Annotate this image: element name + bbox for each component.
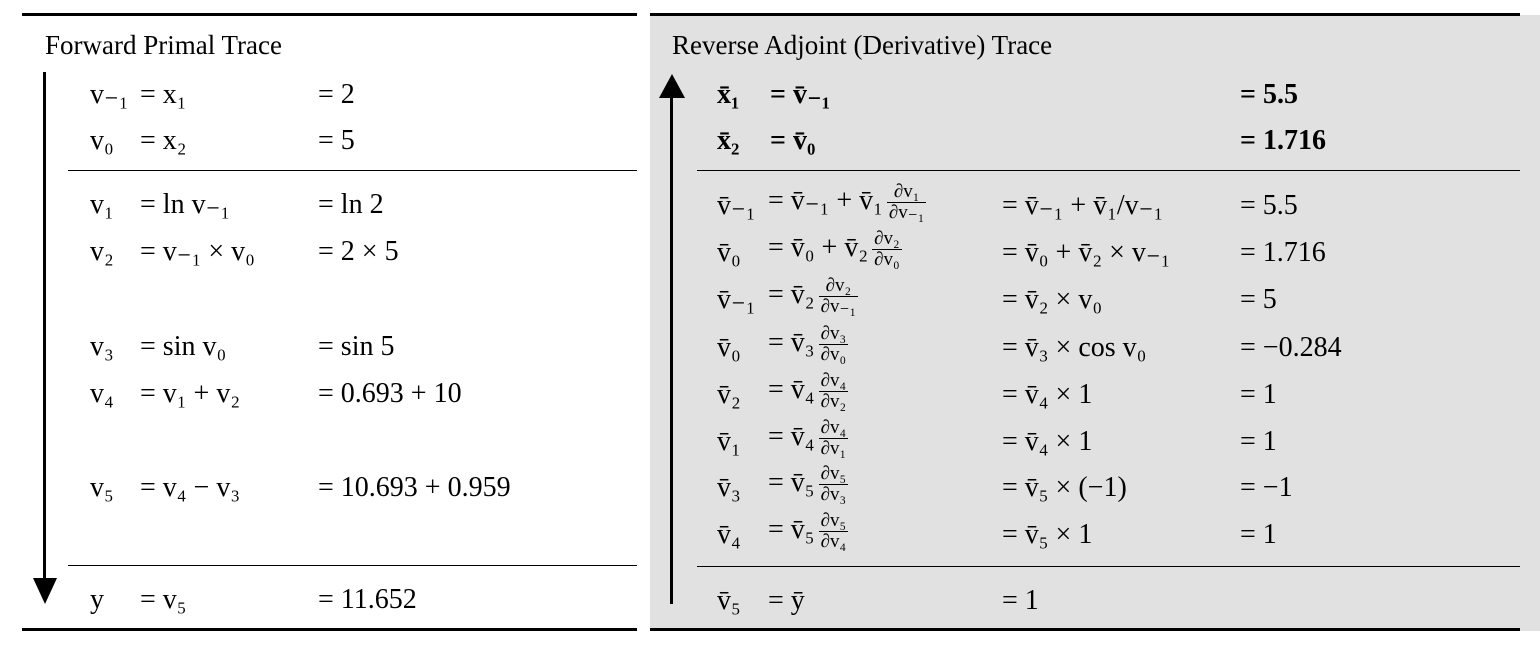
rev-row-lhs: v̄₄ — [717, 519, 741, 550]
forward-primal-trace-panel — [0, 0, 640, 650]
rev-row-rhs1: = v̄₀ — [770, 125, 816, 156]
rev-row-rhs1-text: = v̄₂ — [768, 278, 815, 310]
rev-row-rhs1 — [768, 418, 848, 459]
rev-row-rhs3: = 5.5 — [1240, 79, 1298, 110]
forward-title: Forward Primal Trace — [45, 30, 282, 60]
frac-den: ∂v₋₁ — [888, 202, 925, 223]
rev-row-rhs1 — [768, 324, 848, 365]
partial-fraction — [819, 371, 849, 412]
rev-row-rhs2: = v̄₄ × 1 — [1002, 379, 1093, 410]
rev-row-lhs: x̄₁ — [717, 79, 740, 110]
fwd-row-rhs1: = sin v₀ — [140, 331, 227, 362]
fwd-row-rhs2: = 2 × 5 — [318, 236, 399, 267]
rev-row-lhs: x̄₂ — [717, 125, 740, 156]
bottom-rule — [22, 628, 637, 631]
rev-row-lhs: v̄₋₁ — [717, 284, 756, 315]
partial-fraction — [872, 229, 902, 270]
frac-num: ∂v₅ — [820, 510, 847, 531]
rev-row-rhs1 — [768, 182, 926, 223]
fwd-row-rhs1: = x₁ — [140, 79, 187, 110]
fwd-row-rhs2: = ln 2 — [318, 189, 384, 220]
rev-row-lhs: v̄₀ — [717, 332, 741, 363]
rev-row-lhs: v̄₃ — [717, 472, 741, 503]
rev-row-rhs1-text: = v̄₃ — [768, 326, 815, 358]
frac-num: ∂v₃ — [820, 323, 847, 344]
rev-row-rhs3: = 1 — [1240, 519, 1277, 550]
bottom-rule — [650, 628, 1520, 631]
rev-row-rhs3: = 1.716 — [1240, 125, 1326, 156]
frac-den: ∂v₃ — [820, 484, 847, 505]
fwd-row-lhs: v₄ — [90, 378, 114, 409]
rev-row-rhs2: = v̄₋₁ + v̄₁/v₋₁ — [1002, 190, 1164, 221]
top-rule — [650, 13, 1520, 16]
partial-fraction — [819, 464, 849, 505]
rev-row-rhs1-text: = v̄₀ + v̄₂ — [768, 231, 869, 263]
fwd-row-lhs: v₁ — [90, 189, 114, 220]
rev-row-rhs1: = ȳ — [768, 585, 805, 616]
frac-num: ∂v₄ — [820, 417, 847, 438]
down-arrow-icon — [33, 578, 57, 606]
rev-row-rhs3: = 1.716 — [1240, 237, 1326, 268]
rev-row-lhs: v̄₁ — [717, 426, 741, 457]
fwd-row-rhs1: = v₁ + v₂ — [140, 378, 241, 409]
rev-row-rhs1 — [768, 229, 902, 270]
rev-row-rhs2: = v̄₄ × 1 — [1002, 426, 1093, 457]
fwd-row-lhs: v₂ — [90, 236, 114, 267]
rev-row-rhs1-text: = v̄₅ — [768, 513, 815, 545]
fwd-row-rhs1: = ln v₋₁ — [140, 189, 231, 220]
reverse-adjoint-trace-panel — [650, 0, 1540, 650]
frac-den: ∂v₄ — [820, 531, 847, 552]
rev-row-rhs3: = −1 — [1240, 472, 1293, 503]
frac-den: ∂v₀ — [874, 249, 900, 270]
rev-row-rhs2: = 1 — [1002, 585, 1039, 616]
rev-row-lhs: v̄₂ — [717, 379, 741, 410]
frac-num: ∂v₅ — [820, 463, 847, 484]
fwd-row-lhs: y — [90, 584, 104, 615]
fwd-row-rhs1: = v₋₁ × v₀ — [140, 236, 255, 267]
frac-den: ∂v₁ — [820, 438, 847, 459]
fwd-row-rhs2: = sin 5 — [318, 331, 395, 362]
frac-den: ∂v₀ — [820, 344, 847, 365]
fwd-row-rhs1: = v₅ — [140, 584, 187, 615]
fwd-row-rhs2: = 5 — [318, 125, 355, 156]
reverse-title: Reverse Adjoint (Derivative) Trace — [672, 30, 1053, 60]
fwd-row-lhs: v₅ — [90, 472, 114, 503]
rev-row-lhs: v̄₀ — [717, 237, 741, 268]
rev-row-rhs1 — [768, 371, 848, 412]
top-rule — [22, 13, 637, 16]
divider-output — [68, 565, 637, 566]
rev-row-rhs1-text: = v̄₄ — [768, 373, 815, 405]
frac-num: ∂v₁ — [887, 182, 927, 203]
rev-row-rhs1 — [768, 464, 848, 505]
rev-row-rhs1 — [768, 511, 848, 552]
rev-row-rhs3: = −0.284 — [1240, 332, 1342, 363]
frac-den: ∂v₋₁ — [820, 296, 857, 317]
partial-fraction — [819, 324, 849, 365]
partial-fraction — [887, 182, 927, 223]
rev-row-lhs: v̄₅ — [717, 585, 741, 616]
rev-row-rhs2: = v̄₂ × v₀ — [1002, 284, 1103, 315]
fwd-row-rhs1: = x₂ — [140, 125, 187, 156]
frac-num: ∂v₂ — [819, 276, 859, 297]
rev-row-rhs1 — [768, 276, 858, 317]
frac-num: ∂v₂ — [874, 228, 900, 249]
divider-outputs — [697, 170, 1520, 171]
reverse-arrow-shaft — [670, 96, 673, 604]
rev-row-rhs1-text: = v̄₅ — [768, 466, 815, 498]
divider-seed — [697, 566, 1520, 567]
forward-arrow-shaft — [43, 72, 46, 582]
partial-fraction — [819, 276, 859, 317]
fwd-row-rhs2: = 11.652 — [318, 584, 417, 615]
frac-den: ∂v₂ — [820, 391, 847, 412]
partial-fraction — [819, 511, 849, 552]
rev-row-rhs1-text: = v̄₋₁ + v̄₁ — [768, 184, 883, 216]
rev-row-rhs3: = 1 — [1240, 426, 1277, 457]
frac-num: ∂v₄ — [820, 370, 847, 391]
fwd-row-rhs2: = 0.693 + 10 — [318, 378, 462, 409]
divider-inputs — [68, 170, 637, 171]
fwd-row-lhs: v₀ — [90, 125, 114, 156]
fwd-row-lhs: v₋₁ — [90, 79, 129, 110]
rev-row-lhs: v̄₋₁ — [717, 190, 756, 221]
rev-row-rhs3: = 5.5 — [1240, 190, 1298, 221]
fwd-row-lhs: v₃ — [90, 331, 114, 362]
rev-row-rhs1: = v̄₋₁ — [770, 79, 831, 110]
rev-row-rhs3: = 5 — [1240, 284, 1277, 315]
fwd-row-rhs1: = v₄ − v₃ — [140, 472, 241, 503]
rev-row-rhs3: = 1 — [1240, 379, 1277, 410]
fwd-row-rhs2: = 2 — [318, 79, 355, 110]
rev-row-rhs1-text: = v̄₄ — [768, 420, 815, 452]
rev-row-rhs2: = v̄₀ + v̄₂ × v₋₁ — [1002, 237, 1171, 268]
rev-row-rhs2: = v̄₅ × (−1) — [1002, 472, 1127, 503]
partial-fraction — [819, 418, 849, 459]
rev-row-rhs2: = v̄₅ × 1 — [1002, 519, 1093, 550]
fwd-row-rhs2: = 10.693 + 0.959 — [318, 472, 511, 503]
rev-row-rhs2: = v̄₃ × cos v₀ — [1002, 332, 1147, 363]
